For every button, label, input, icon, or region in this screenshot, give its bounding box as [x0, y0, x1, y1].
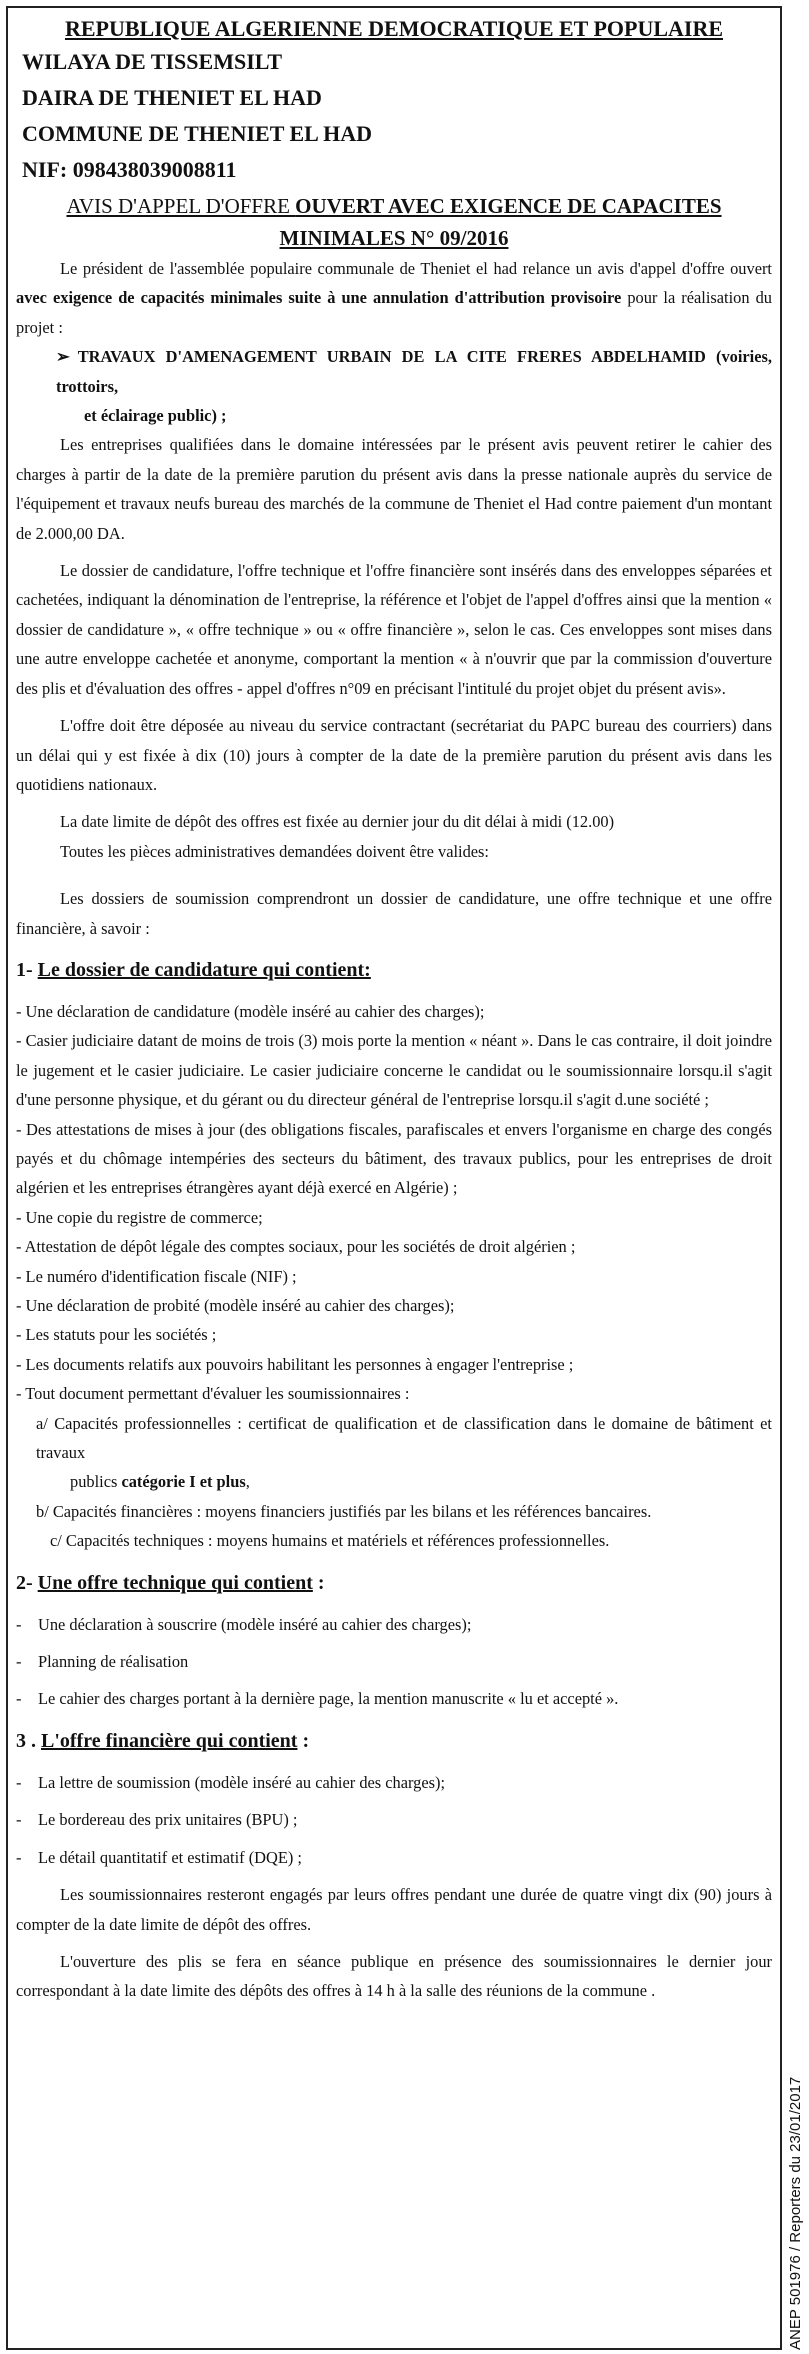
list-item: - Des attestations de mises à jour (des obligations fiscales, parafiscales et envers l'organisme en charge des congés payés et du chômage intempéries des secteurs du bâtiment, des travaux publics, pour les entreprises de droit algérien et les entreprises étrangères ayant déjà exercé en Algérie) ; — [16, 1119, 772, 1198]
section3-list — [16, 1768, 772, 1872]
intro-text1: Le président de l'assemblée populaire communale de Theniet el had relance un avis d'appel d'offre ouvert — [60, 259, 772, 278]
section2-heading — [16, 1566, 772, 1600]
capacity-category: catégorie I et plus — [121, 1472, 246, 1492]
project-title: TRAVAUX D'AMENAGEMENT URBAIN DE LA CITE FRERES ABDELHAMID (voiries, trottoirs, — [56, 347, 772, 396]
intro-text2: pour la réalisation du projet : — [16, 288, 772, 337]
list-item: - Une déclaration de candidature (modèle inséré au cahier des charges); — [16, 1001, 485, 1021]
publication-reference — [784, 1990, 808, 2350]
section1-heading — [16, 953, 772, 987]
notice-title — [16, 190, 772, 254]
list-item-text: La lettre de soumission (modèle inséré au cahier des charges); — [38, 1772, 446, 1792]
section3-heading — [16, 1724, 772, 1758]
paragraph-validity: Toutes les pièces administratives demandées doivent être valides: — [60, 841, 489, 861]
paragraph-deposit: L'offre doit être déposée au niveau du service contractant (secrétariat du PAPC bureau des courriers) dans un délai qui y est fixée à dix (10) jours à compter de la date de la première parution du présent avis dans les quotidiens nationaux. — [16, 716, 772, 794]
commune-line: COMMUNE DE THENIET EL HAD — [22, 121, 373, 146]
list-item-text: Le cahier des charges portant à la dernière page, la mention manuscrite « lu et accepté ». — [38, 1689, 619, 1709]
capacity-professional — [16, 1409, 772, 1497]
list-item-text: Le bordereau des prix unitaires (BPU) ; — [38, 1810, 298, 1830]
list-item-text: Planning de réalisation — [38, 1652, 189, 1672]
list-item: - Une déclaration à souscrire (modèle inséré au cahier des charges); — [16, 1610, 772, 1639]
country-heading: REPUBLIQUE ALGERIENNE DEMOCRATIQUE ET POPULAIRE — [64, 16, 724, 41]
tender-notice-document — [6, 6, 782, 2350]
arrow-bullet-icon: ➢ — [56, 347, 70, 367]
section2-title: Une offre technique qui contient — [37, 1571, 313, 1594]
project-bullet — [16, 342, 772, 430]
section2-list — [16, 1610, 772, 1714]
section1-list — [16, 997, 772, 1556]
list-item-text: Une déclaration à souscrire (modèle inséré au cahier des charges); — [38, 1614, 472, 1634]
list-item: - Attestation de dépôt légale des comptes sociaux, pour les sociétés de droit algérien ; — [16, 1237, 576, 1257]
project-title-cont: et éclairage public) ; — [84, 406, 227, 426]
section3-title: L'offre financière qui contient — [41, 1729, 298, 1752]
list-item: - Une déclaration de probité (modèle inséré au cahier des charges); — [16, 1296, 455, 1315]
list-item: - Casier judiciaire datant de moins de trois (3) mois porte la mention « néant ». Dans le cas contraire, il doit joindre le jugement et le casier judiciaire. Le casier judiciaire concerne le candidat ou le soumissionnaire lorsqu.il s'agit d'une personne physique, et du gérant ou du directeur général de l'entreprise lorsqu.il s'agit d.une société ; — [16, 1031, 772, 1110]
wilaya-line: WILAYA DE TISSEMSILT — [22, 49, 283, 74]
list-item: - Les statuts pour les sociétés ; — [16, 1325, 217, 1345]
list-item-text: Le détail quantitatif et estimatif (DQE) ; — [38, 1847, 302, 1867]
capacity-professional-text: a/ Capacités professionnelles : certificat de qualification et de classification dans le domaine de bâtiment et travaux — [36, 1413, 772, 1463]
nif-line: NIF: 098438039008811 — [22, 157, 237, 182]
list-item: - Planning de réalisation — [16, 1647, 772, 1676]
section3-number: 3 . — [16, 1729, 41, 1752]
intro-bold: avec exigence de capacités minimales suite à une annulation d'attribution provisoire — [16, 288, 622, 308]
closing-opening: L'ouverture des plis se fera en séance publique en présence des soumissionnaires le dernier jour correspondant à la date limite des dépôts des offres à 14 h à la salle des réunions de la commune . — [16, 1951, 772, 2001]
section1-title: Le dossier de candidature qui contient: — [37, 958, 371, 981]
paragraph-envelopes: Le dossier de candidature, l'offre technique et l'offre financière sont insérés dans des enveloppes séparées et cachetées, indiquant la dénomination de l'entreprise, la référence et l'objet de l'appel d'offres ainsi que la mention « dossier de candidature », « offre technique » ou « offre financière », selon le cas. Ces enveloppes sont mises dans une autre enveloppe cachetée et anonyme, comportant la mention « à n'ouvrir que par la commission d'ouverture des plis et d'évaluation des offres - appel d'offres n°09 en précisant l'intitulé du projet objet du présent avis». — [16, 561, 772, 698]
list-item: - Le cahier des charges portant à la dernière page, la mention manuscrite « lu et accepté ». — [16, 1684, 772, 1713]
list-item: - Les documents relatifs aux pouvoirs habilitant les personnes à engager l'entreprise ; — [16, 1354, 574, 1374]
daira-line: DAIRA DE THENIET EL HAD — [22, 85, 322, 110]
intro-paragraph — [16, 254, 772, 342]
list-item: - Une copie du registre de commerce; — [16, 1207, 263, 1227]
closing-engagement: Les soumissionnaires resteront engagés par leurs offres pendant une durée de quatre vingt dix (90) jours à compter de la date limite de dépôt des offres. — [16, 1885, 772, 1934]
notice-title-part2: OUVERT AVEC EXIGENCE DE CAPACITES MINIMALES N° 09/2016 — [279, 194, 722, 250]
publication-reference-text: ANEP 501976 / Reporters du 23/01/2017 — [787, 2076, 804, 2350]
capacity-professional-cont: publics — [70, 1472, 122, 1492]
list-item: - Tout document permettant d'évaluer les soumissionnaires : — [16, 1384, 410, 1404]
paragraph-deadline: La date limite de dépôt des offres est fixée au dernier jour du dit délai à midi (12.00) — [60, 812, 615, 832]
list-item: - Le numéro d'identification fiscale (NIF) ; — [16, 1266, 297, 1286]
section3-colon: : — [297, 1729, 310, 1752]
paragraph-withdraw: Les entreprises qualifiées dans le domaine intéressées par le présent avis peuvent retirer le cahier des charges à partir de la date de la première parution du présent avis dans la presse nationale auprès du service de l'équipement et travaux neufs bureau des marchés de la commune de Theniet el Had contre paiement d'un montant de 2.000,00 DA. — [16, 435, 772, 543]
capacity-financial: b/ Capacités financières : moyens financiers justifiés par les bilans et les références bancaires. — [36, 1501, 652, 1521]
list-item: - Le détail quantitatif et estimatif (DQE) ; — [16, 1843, 772, 1872]
section2-number: 2- — [16, 1571, 38, 1594]
paragraph-composition: Les dossiers de soumission comprendront un dossier de candidature, une offre technique et une offre financière, à savoir : — [16, 889, 772, 938]
section2-colon: : — [312, 1571, 325, 1594]
capacity-technical: c/ Capacités techniques : moyens humains et matériels et références professionnelles. — [50, 1531, 610, 1551]
notice-title-part1: AVIS D'APPEL D'OFFRE — [66, 194, 296, 218]
section1-number: 1- — [16, 958, 38, 981]
list-item: - La lettre de soumission (modèle inséré au cahier des charges); — [16, 1768, 772, 1797]
capacity-professional-end: , — [245, 1472, 250, 1492]
list-item: - Le bordereau des prix unitaires (BPU) ; — [16, 1805, 772, 1834]
